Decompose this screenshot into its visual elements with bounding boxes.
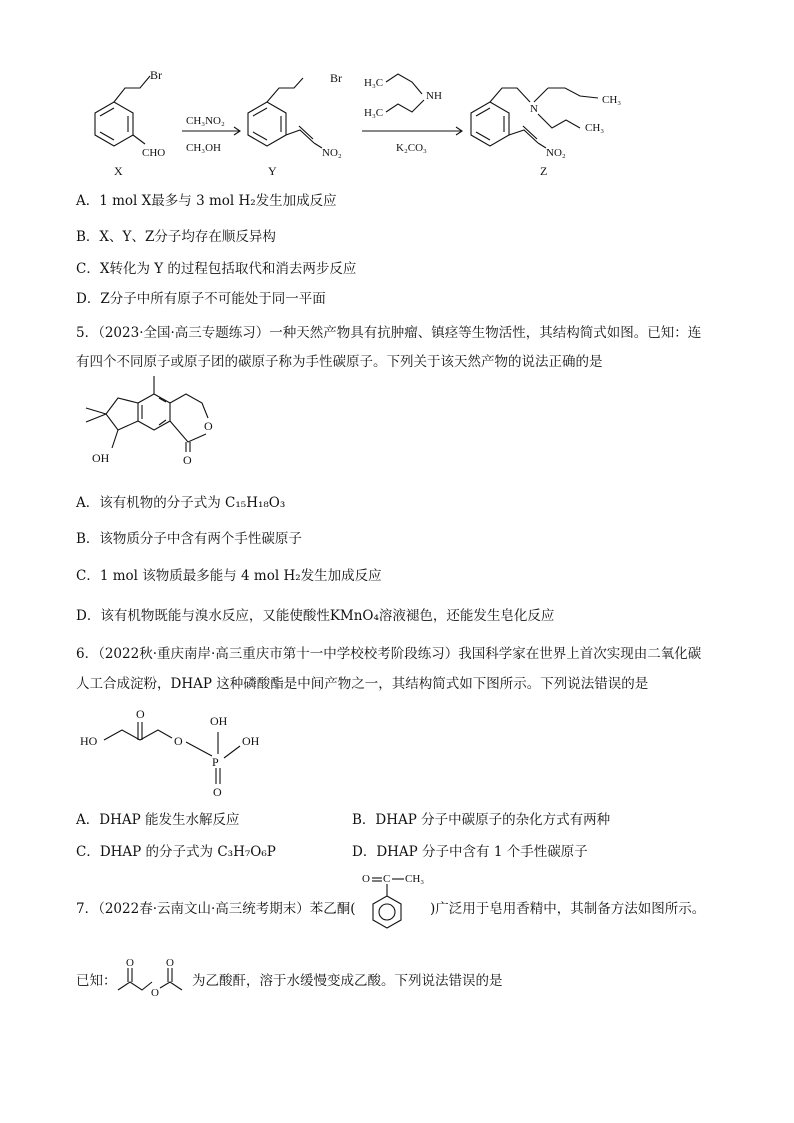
compound-x-label: X <box>114 164 123 178</box>
z-ch3-label: CH₃ <box>602 94 622 106</box>
compound-z-label: Z <box>540 164 548 178</box>
dhap-ester-o-label: O <box>174 734 183 748</box>
x-cho-label: CHO <box>142 147 166 159</box>
reagent2-h3c-top: H₃C <box>364 77 384 89</box>
reagent2-h3c-bottom: H₃C <box>364 107 384 119</box>
q6-dhap-structure <box>0 700 794 810</box>
reaction-arrow-2 <box>362 74 462 154</box>
q5-structure <box>0 372 794 482</box>
dhap-carbonyl-o-label: O <box>136 707 145 721</box>
q6-stem-line1: 6．（2022秋·重庆南岸·高三重庆市第十一中学校校考阶段练习）我国科学家在世界上首次实现由二氧化碳 <box>76 646 702 662</box>
q6-option-a[interactable]: A．DHAP 能发生水解反应 <box>76 812 240 828</box>
q4-option-a[interactable]: A．1 mol X最多与 3 mol H₂发生加成反应 <box>76 193 337 209</box>
anhydride-o-right-label: O <box>166 957 174 969</box>
dhap-ho-label: HO <box>80 734 98 748</box>
q5-carbonyl-o-label: O <box>183 453 192 467</box>
anhydride-o-mid-label: O <box>151 987 159 999</box>
q4-reaction-scheme <box>0 0 794 200</box>
q7-known-prefix: 已知： <box>76 973 117 989</box>
reagent1-top: CH₃NO₂ <box>186 115 225 127</box>
q5-option-a[interactable]: A．该有机物的分子式为 C₁₅H₁₈O₃ <box>76 495 286 511</box>
q5-option-c[interactable]: C．1 mol 该物质最多能与 4 mol H₂发生加成反应 <box>76 568 382 584</box>
q4-option-b[interactable]: B．X、Y、Z分子均存在顺反异构 <box>76 229 276 245</box>
q5-oh-label: OH <box>92 451 110 465</box>
compound-x-structure <box>95 68 165 178</box>
q7-stem-after: )广泛用于皂用香精中，其制备方法如图所示。 <box>430 901 706 917</box>
x-br-label: Br <box>150 68 162 82</box>
acetophenone-o-label: O <box>362 873 370 885</box>
z-no2-label: NO₂ <box>546 147 566 159</box>
q5-stem-line1: 5．（2023·全国·高三专题练习）一种天然产物具有抗肿瘤、镇痉等生物活性，其结构简式如图。已知：连 <box>76 325 702 341</box>
q6-option-d[interactable]: D．DHAP 分子中含有 1 个手性碳原子 <box>352 844 588 860</box>
compound-y-structure <box>248 71 342 178</box>
q5-option-b[interactable]: B．该物质分子中含有两个手性碳原子 <box>76 531 302 547</box>
q4-option-c[interactable]: C．X转化为 Y 的过程包括取代和消去两步反应 <box>76 261 357 277</box>
q5-option-d[interactable]: D．该有机物既能与溴水反应，又能使酸性KMnO₄溶液褪色，还能发生皂化反应 <box>76 608 555 624</box>
q7-stem-before: 7．（2022春·云南文山·高三统考期末）苯乙酮( <box>76 901 356 917</box>
z-ch2-label: CH₃ <box>585 122 605 134</box>
anhydride-o-left-label: O <box>126 957 134 969</box>
q6-option-c[interactable]: C．DHAP 的分子式为 C₃H₇O₆P <box>76 844 276 860</box>
q6-option-b[interactable]: B．DHAP 分子中碳原子的杂化方式有两种 <box>352 812 611 828</box>
dhap-p-label: P <box>212 755 219 769</box>
q5-stem-line2: 有四个不同原子或原子团的碳原子称为手性碳原子。下列关于该天然产物的说法正确的是 <box>76 354 603 370</box>
acetophenone-ch3-label: CH₃ <box>405 873 425 885</box>
reagent2-bottom: K₂CO₃ <box>396 142 427 154</box>
reagent1-bottom: CH₃OH <box>186 142 222 154</box>
dhap-oh-right-label: OH <box>242 734 260 748</box>
q6-stem-line2: 人工合成淀粉，DHAP 这种磷酸酯是中间产物之一，其结构简式如下图所示。下列说法错误的是 <box>76 676 649 692</box>
reagent2-nh: NH <box>426 90 442 102</box>
q4-option-d[interactable]: D．Z分子中所有原子不可能处于同一平面 <box>76 291 326 307</box>
dhap-o-bottom-label: O <box>213 785 222 799</box>
acetophenone-c-label: C <box>383 873 391 885</box>
q7-known-suffix: 为乙酸酐，溶于水缓慢变成乙酸。下列说法错误的是 <box>192 973 503 989</box>
q5-ring-o-label: O <box>204 419 213 433</box>
reaction-arrow-1 <box>182 115 240 154</box>
acetic-anhydride-structure <box>114 956 194 1006</box>
dhap-oh-top-label: OH <box>210 714 228 728</box>
compound-y-label: Y <box>268 164 277 178</box>
compound-z-structure <box>471 88 621 178</box>
y-br-label: Br <box>330 71 342 85</box>
z-n-label: N <box>530 103 538 115</box>
y-no2-label: NO₂ <box>322 147 342 159</box>
